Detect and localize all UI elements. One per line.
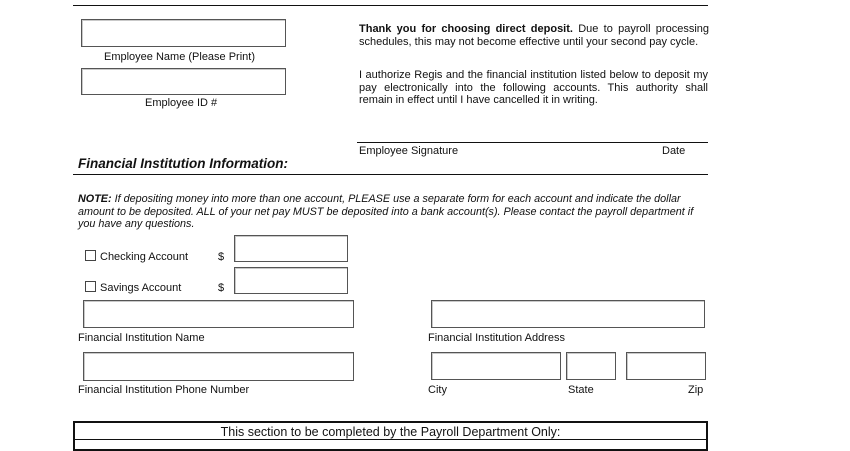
top-section-rule [73, 5, 708, 6]
institution-address-label: Financial Institution Address [428, 332, 565, 344]
state-field[interactable] [566, 352, 616, 380]
checking-amount-field[interactable] [234, 235, 348, 262]
date-label: Date [662, 145, 686, 157]
financial-institution-heading: Financial Institution Information: [78, 156, 288, 171]
zip-field[interactable] [626, 352, 706, 380]
savings-amount-field[interactable] [234, 267, 348, 294]
signature-line [357, 142, 708, 143]
city-field[interactable] [431, 352, 561, 380]
financial-section-rule [73, 174, 708, 175]
payroll-divider [75, 439, 706, 440]
checking-account-label: Checking Account [100, 251, 189, 263]
employee-id-label: Employee ID # [145, 97, 218, 109]
checking-dollar-sign: $ [218, 251, 225, 263]
state-label: State [568, 384, 594, 396]
institution-phone-label: Financial Institution Phone Number [78, 384, 250, 396]
payroll-department-box [73, 421, 708, 451]
zip-label: Zip [688, 384, 704, 396]
payroll-section-title: This section to be completed by the Payroll Department Only: [220, 425, 561, 439]
checking-account-checkbox[interactable] [85, 250, 96, 261]
institution-name-field[interactable] [83, 300, 354, 328]
employee-id-field[interactable] [81, 68, 286, 95]
savings-dollar-sign: $ [218, 282, 225, 294]
notice-rest: Due to payroll processing schedules, this may not become effective until your second pay cycle. [359, 23, 709, 48]
institution-name-label: Financial Institution Name [78, 332, 205, 344]
signature-field[interactable] [357, 118, 657, 142]
authorization-text: I authorize Regis and the financial institution listed below to deposit my pay electronically into the following accounts. This authority shall remain in effect until I have cancelled it in writing. [359, 69, 708, 106]
financial-note [78, 193, 702, 231]
notice-bold: Thank you for choosing direct deposit. [359, 23, 573, 35]
signature-label: Employee Signature [359, 145, 459, 157]
note-text: If depositing money into more than one account, PLEASE use a separate form for each account and indicate the dollar amount to be deposited. ALL of your net pay MUST be deposited into a bank account(s). Please contact the payroll department if you have any questions. [78, 193, 694, 230]
institution-phone-field[interactable] [83, 352, 354, 381]
city-label: City [428, 384, 447, 396]
institution-address-field[interactable] [431, 300, 705, 328]
employee-name-label: Employee Name (Please Print) [104, 51, 256, 63]
savings-account-checkbox[interactable] [85, 281, 96, 292]
employee-name-field[interactable] [81, 19, 286, 47]
note-label: NOTE: [78, 193, 112, 205]
savings-account-label: Savings Account [100, 282, 182, 294]
date-field[interactable] [660, 118, 708, 142]
direct-deposit-notice [359, 23, 709, 48]
